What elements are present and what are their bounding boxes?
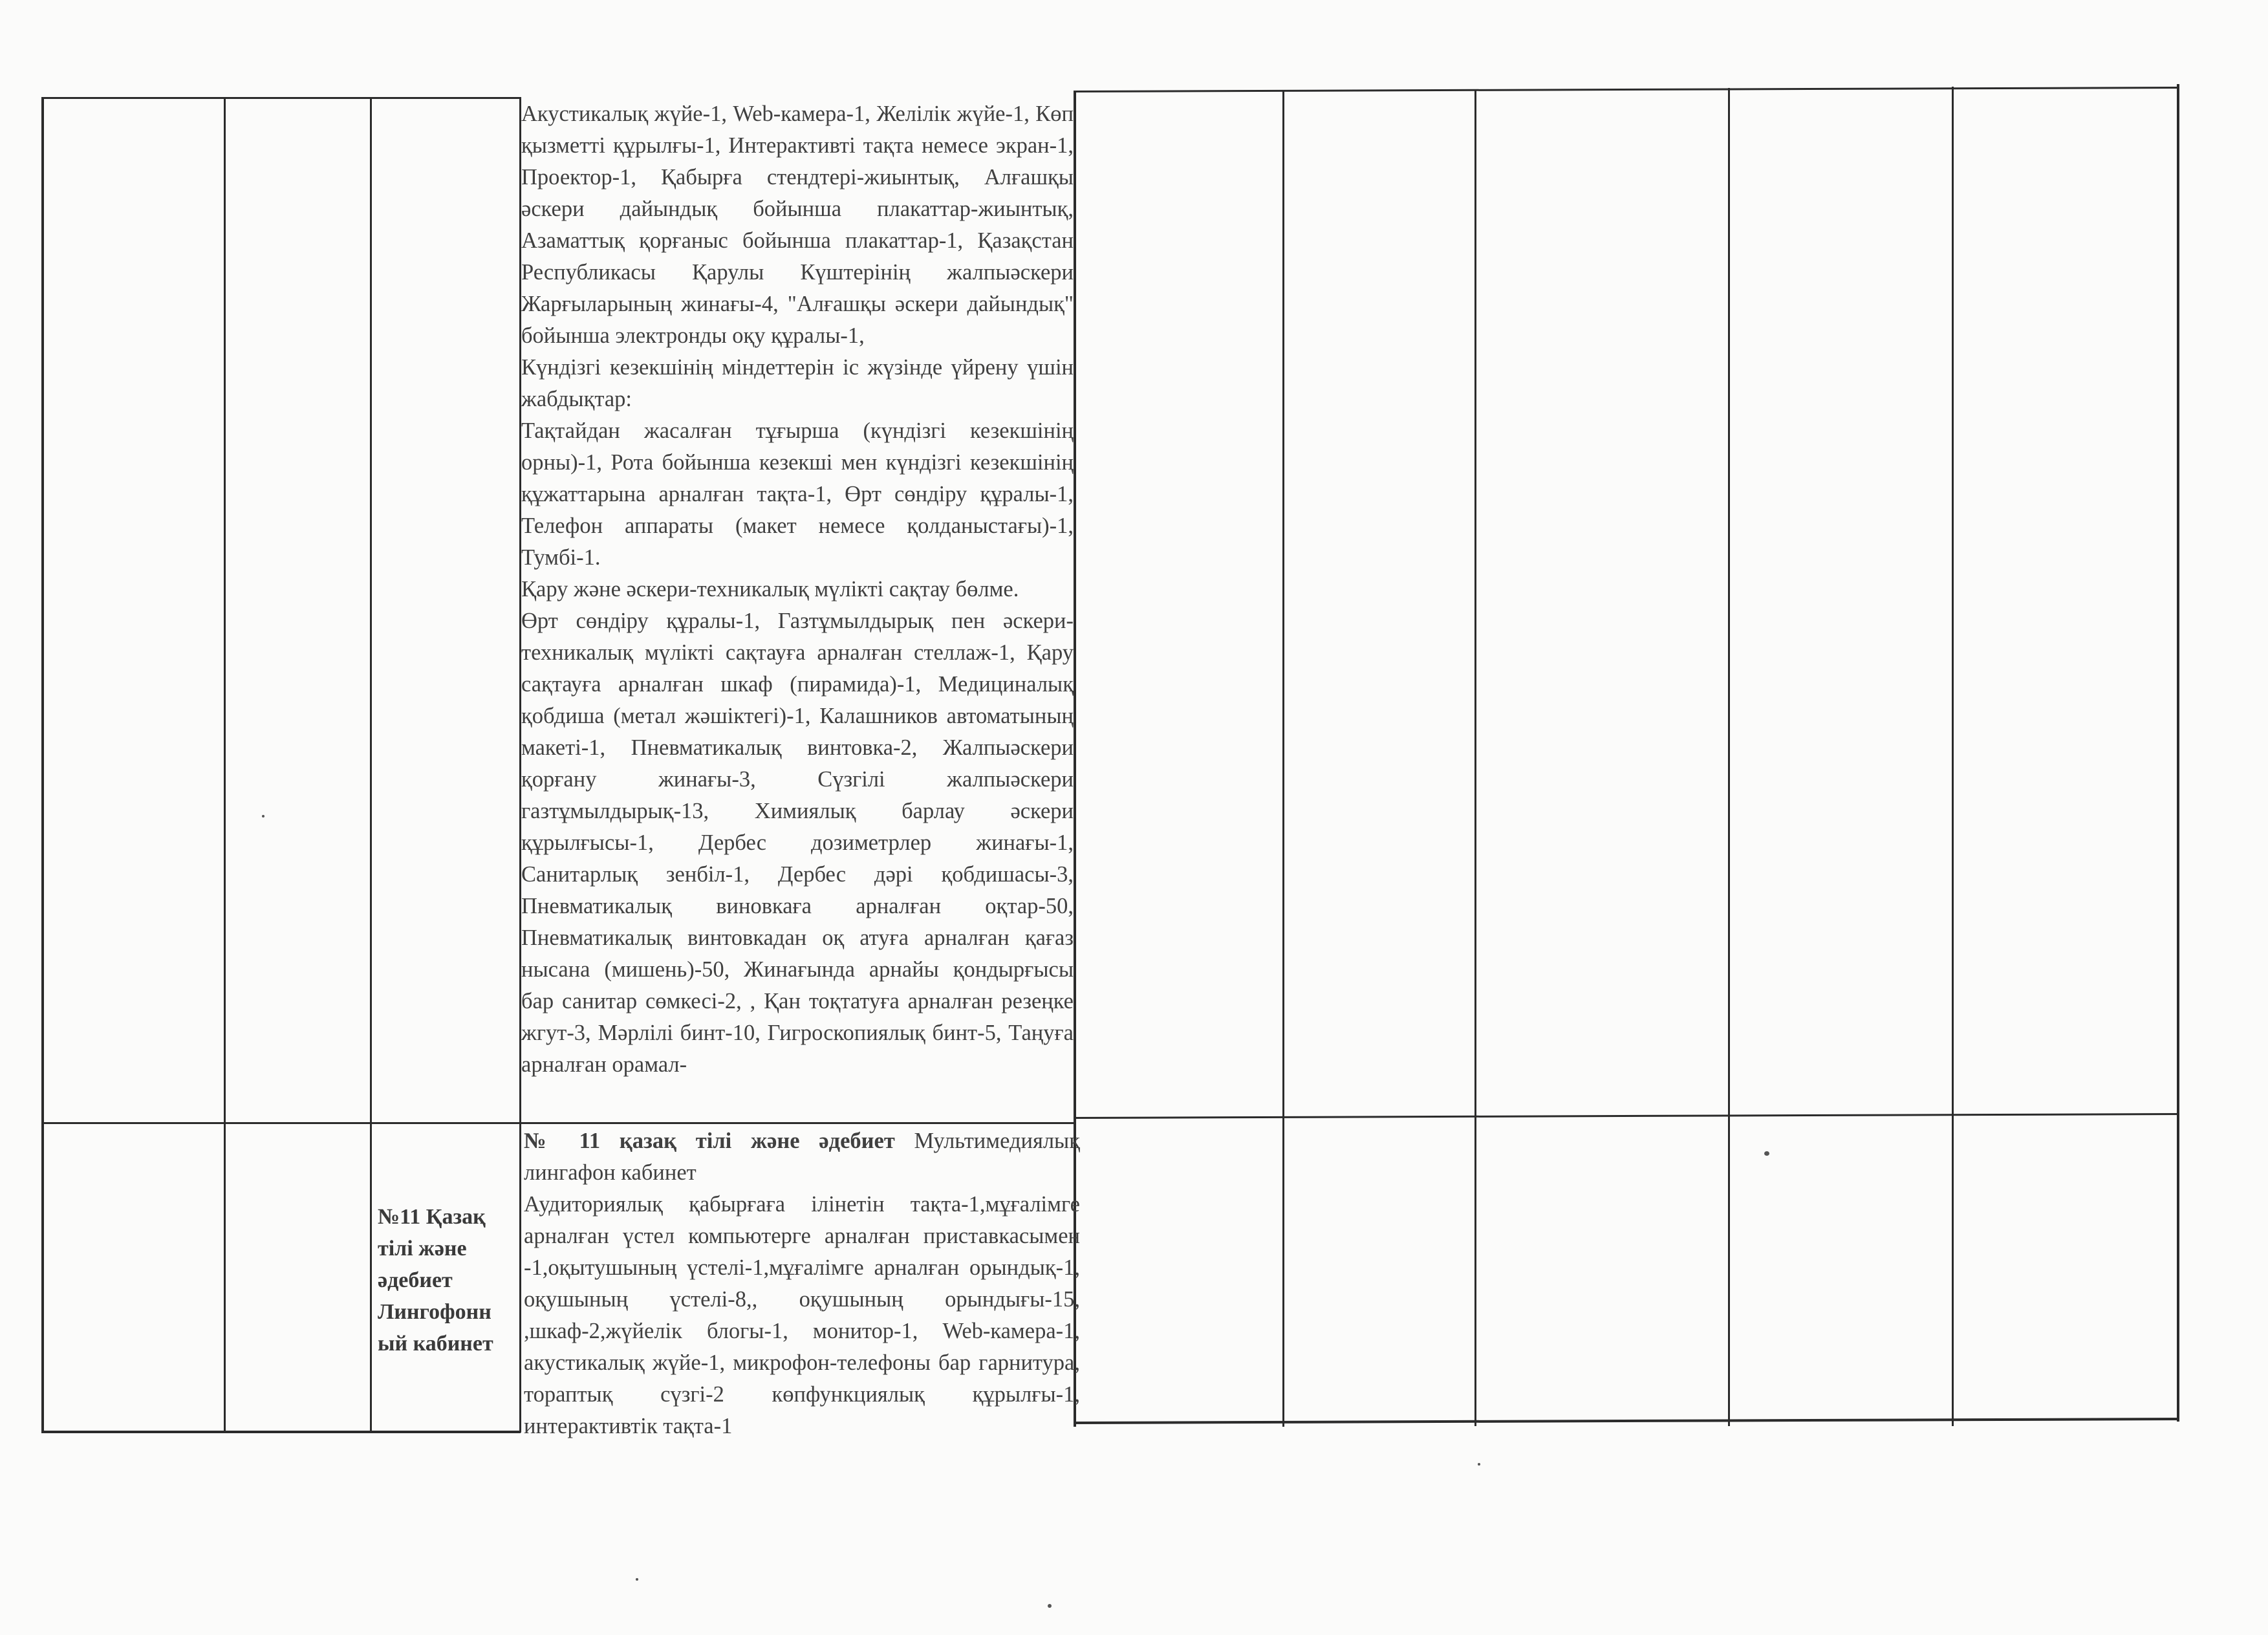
row2-title-bold: № 11 қазақ тілі және әдебиет — [524, 1129, 895, 1153]
scan-speck — [1478, 1463, 1480, 1466]
table-border-bottom-right — [1074, 1418, 2179, 1424]
row1-equipment-paragraph: Қару және әскери-техникалық мүлікті сақтау бөлме. — [521, 577, 1019, 601]
table-border-right — [2177, 84, 2179, 1422]
scan-speck — [636, 1578, 638, 1581]
table-column-divider-7 — [1728, 88, 1730, 1426]
table-column-divider-2 — [370, 97, 372, 1433]
row2-equipment-cell — [524, 1125, 1080, 1466]
table-border-bottom-left — [41, 1431, 521, 1433]
room-label-line: ый кабинет — [378, 1332, 493, 1356]
scan-speck — [262, 815, 265, 817]
table-row-divider-left — [41, 1122, 1076, 1124]
scan-speck — [1048, 1604, 1052, 1608]
row2-room-label — [378, 1201, 519, 1359]
table-row-divider-right — [1074, 1113, 2179, 1119]
row1-equipment-cell — [521, 98, 1074, 1121]
row1-equipment-paragraph: Тақтайдан жасалған тұғырша (күндізгі кезекшінің орны)-1, Рота бойынша кезекші мен күндізгі кезекшінің құжаттарына арналған тақта-1, Өрт сөндіру құралы-1, Телефон аппараты (макет немесе қолданыстағы)-1, Тумбі-1. — [521, 418, 1074, 570]
table-column-divider-8 — [1952, 87, 1954, 1426]
row1-equipment-paragraph: Күндізгі кезекшінің міндеттерін іс жүзінде үйрену үшін жабдықтар: — [521, 355, 1074, 411]
row1-equipment-paragraph: Өрт сөндіру құралы-1, Газтұмылдырық пен әскери-техникалық мүлікті сақтауға арналған стеллаж-1, Қару сақтауға арналған шкаф (пирамида)-1, Медициналық қобдиша (метал жәшіктегі)-1, Калашников автоматының макеті-1, Пневматикалық винтовка-2, Жалпыәскери қорғану жинағы-3, Сүзгілі жалпыәскери газтұмылдырық-13, Химиялық барлау әскери құрылғысы-1, Дербес дозиметрлер жинағы-1, Санитарлық зенбіл-1, Дербес дәрі қобдишасы-3, Пневматикалық виновкаға арналған оқтар-50, Пневматикалық винтовкадан оқ атуға арналған қағаз нысана (мишень)-50, Жинағында арнайы қондырғысы бар санитар сөмкесі-2, , Қан тоқтатуға арналған резеңке жгут-3, Мәрлілі бинт-10, Гигроскопиялық бинт-5, Таңуға арналған орамал- — [521, 609, 1074, 1077]
table-border-top-right — [1074, 87, 2179, 92]
room-label-line: әдебиет — [378, 1268, 453, 1292]
table-border-left — [41, 97, 44, 1433]
row1-equipment-paragraph: Акустикалық жүйе-1, Web-камера-1, Желілік жүйе-1, Көп қызметті құрылғы-1, Интерактивті тақта немесе экран-1, Проектор-1, Қабырға стендтері-жиынтық, Алғашқы әскери дайындық бойынша плакаттар-жиынтық, Азаматтық қорғаныс бойынша плакаттар-1, Қазақстан Республикасы Қарулы Күштерінің жалпыәскери Жарғыларының жинағы-4, "Алғашқы әскери дайындық" бойынша электронды оқу құралы-1, — [521, 102, 1074, 348]
room-label-line: №11 Қазақ — [378, 1205, 486, 1229]
room-label-line: Лингофонн — [378, 1300, 491, 1324]
row2-equipment-title — [524, 1125, 1080, 1189]
row2-equipment-body: Аудиториялық қабырғаға ілінетін тақта-1,мұғалімге арналған үстел компьютерге арналған приставкасымен -1,оқытушының үстелі-1,мұғалімге арналған орындық-1, оқушының үстелі-8,, оқушының орындығы-15, ,шкаф-2,жүйелік блогы-1, монитор-1, Web-камера-1, акустикалық жүйе-1, микрофон-телефоны бар гарнитура, тораптық сүзгі-2 көпфункциялық құрылғы-1, интерактивтік тақта-1 — [524, 1192, 1080, 1438]
scan-speck — [1764, 1151, 1769, 1156]
table-column-divider-1 — [224, 97, 226, 1433]
table-border-top-left — [41, 97, 521, 99]
table-column-divider-6 — [1474, 89, 1476, 1426]
row2-title-rest: Мультимедиялық лингафон кабинет — [524, 1129, 1080, 1185]
room-label-line: тілі және — [378, 1237, 467, 1261]
table-column-divider-5 — [1282, 91, 1284, 1427]
